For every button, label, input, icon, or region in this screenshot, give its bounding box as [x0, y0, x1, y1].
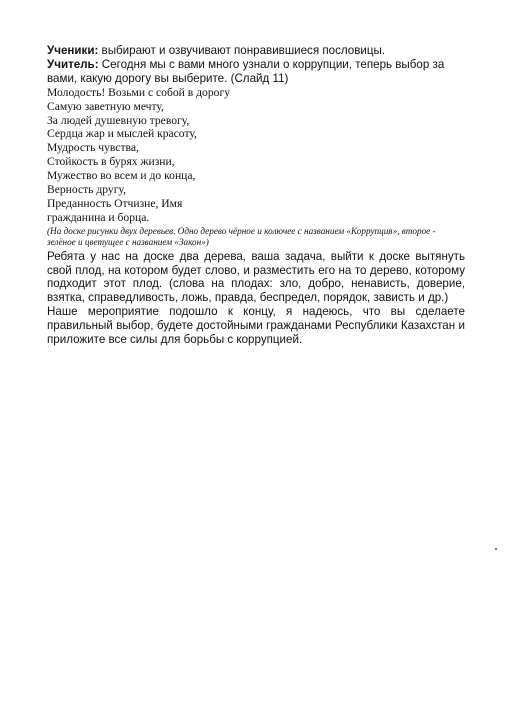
poem-line: За людей душевную тревогу,	[47, 113, 190, 127]
task-paragraph: Ребята у нас на доске два дерева, ваша задача, выйти к доске вытянуть свой плод, на котором будет слово, и разместить его на то дерево, которому подходит этот плод. (слова на плодах: зло, добро, ненависть, доверие, взятка, справедливость, ложь, правда, беспредел, порядок, зависть и др.)	[47, 249, 465, 305]
poem-line: Верность другу,	[47, 183, 126, 197]
poem-line: Самую заветную мечту,	[47, 99, 164, 113]
poem	[47, 86, 465, 225]
students-speaker-label: Ученики:	[47, 44, 99, 57]
poem-line: гражданина и борца.	[47, 210, 150, 224]
poem-line: Преданность Отчизне, Имя	[47, 196, 183, 210]
poem-line: Мужество во всем и до конца,	[47, 169, 196, 183]
slide-reference: (Слайд 11)	[230, 71, 289, 85]
poem-line: Стойкость в бурях жизни,	[47, 155, 175, 169]
students-paragraph	[47, 44, 465, 58]
poem-line: Сердца жар и мыслей красоту,	[47, 127, 197, 141]
teacher-speaker-label: Учитель:	[47, 57, 99, 71]
closing-paragraph: Наше мероприятие подошло к концу, я надеюсь, что вы сделаете правильный выбор, будете достойными гражданами Республики Казахстан и приложите все силы для борьбы с коррупцией.	[47, 305, 465, 347]
poem-line: Мудрость чувства,	[47, 141, 139, 155]
stage-note: (На доске рисунки двух деревьев. Одно дерево чёрное и колючее с названием «Коррупция», второе - зелёное и цветущее с названием «Закон»)	[47, 225, 436, 248]
poem-line: Молодость! Возьми с собой в дорогу	[47, 85, 230, 99]
document-body	[47, 44, 465, 347]
teacher-paragraph	[47, 58, 465, 86]
teacher-text: Сегодня мы с вами много узнали о коррупции, теперь выбор за вами, какую дорогу вы выберите.	[47, 57, 445, 85]
scan-speck	[495, 548, 497, 550]
students-text: выбирают и озвучивают понравившиеся пословицы.	[98, 44, 386, 57]
